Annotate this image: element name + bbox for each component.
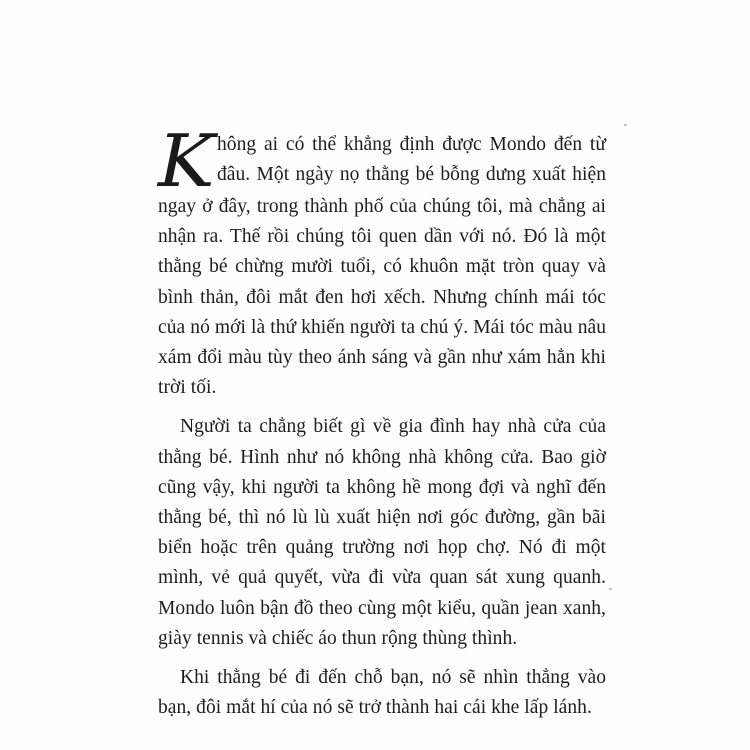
text-line: Khi thằng bé đi đến chỗ bạn, nó sẽ nhìn thẳng vào [180,667,606,689]
text-line: xám đổi màu tùy theo ánh sáng và gần như xám hẳn khi [158,347,606,369]
drop-cap: K [158,119,215,203]
text-line: Mondo luôn bận đồ theo cùng một kiểu, quần jean xanh, [158,597,606,619]
text-line: bạn, đôi mắt hí của nó sẽ trở thành hai cái khe lấp lánh. [158,697,592,719]
page-speck [624,124,627,126]
text-line: giày tennis và chiếc áo thun rộng thùng thình. [158,627,518,649]
text-line: ngay ở đây, trong thành phố của chúng tôi, mà chẳng ai [158,196,606,217]
text-line: của nó mới là thứ khiến người ta chú ý. Mái tóc màu nâu [158,316,606,338]
text-line: bình thản, đôi mắt đen hơi xếch. Nhưng chính mái tóc [158,286,606,308]
text-line: hông ai có thể khẳng định được Mondo đến từ [217,134,606,155]
page-speck [609,588,612,590]
text-line: đâu. Một ngày nọ thằng bé bỗng dưng xuất hiện [217,164,606,186]
text-line: thằng bé, thì nó lù lù xuất hiện nơi góc đường, gần bãi [158,507,606,529]
text-line: cũng vậy, khi người ta không hề mong đợi và nghĩ đến [158,476,606,498]
text-line: Người ta chẳng biết gì về gia đình hay nhà cửa của [180,416,606,438]
paragraph-3 [158,663,606,723]
paragraph-1 [158,119,606,403]
text-line: biển hoặc trên quảng trường nơi họp chợ. Nó đi một [158,537,606,559]
paragraph-2 [158,412,606,654]
text-line: mình, vẻ quả quyết, vừa đi vừa quan sát xung quanh. [158,567,606,589]
text-line: thằng bé. Hình như nó không nhà không cửa. Bao giờ [158,446,606,468]
text-line: trời tối. [158,377,217,399]
body-text [158,119,606,723]
text-line: nhận ra. Thế rồi chúng tôi quen dần với nó. Đó là một [158,226,606,248]
text-line: thằng bé chừng mười tuổi, có khuôn mặt tròn quay và [158,256,606,278]
